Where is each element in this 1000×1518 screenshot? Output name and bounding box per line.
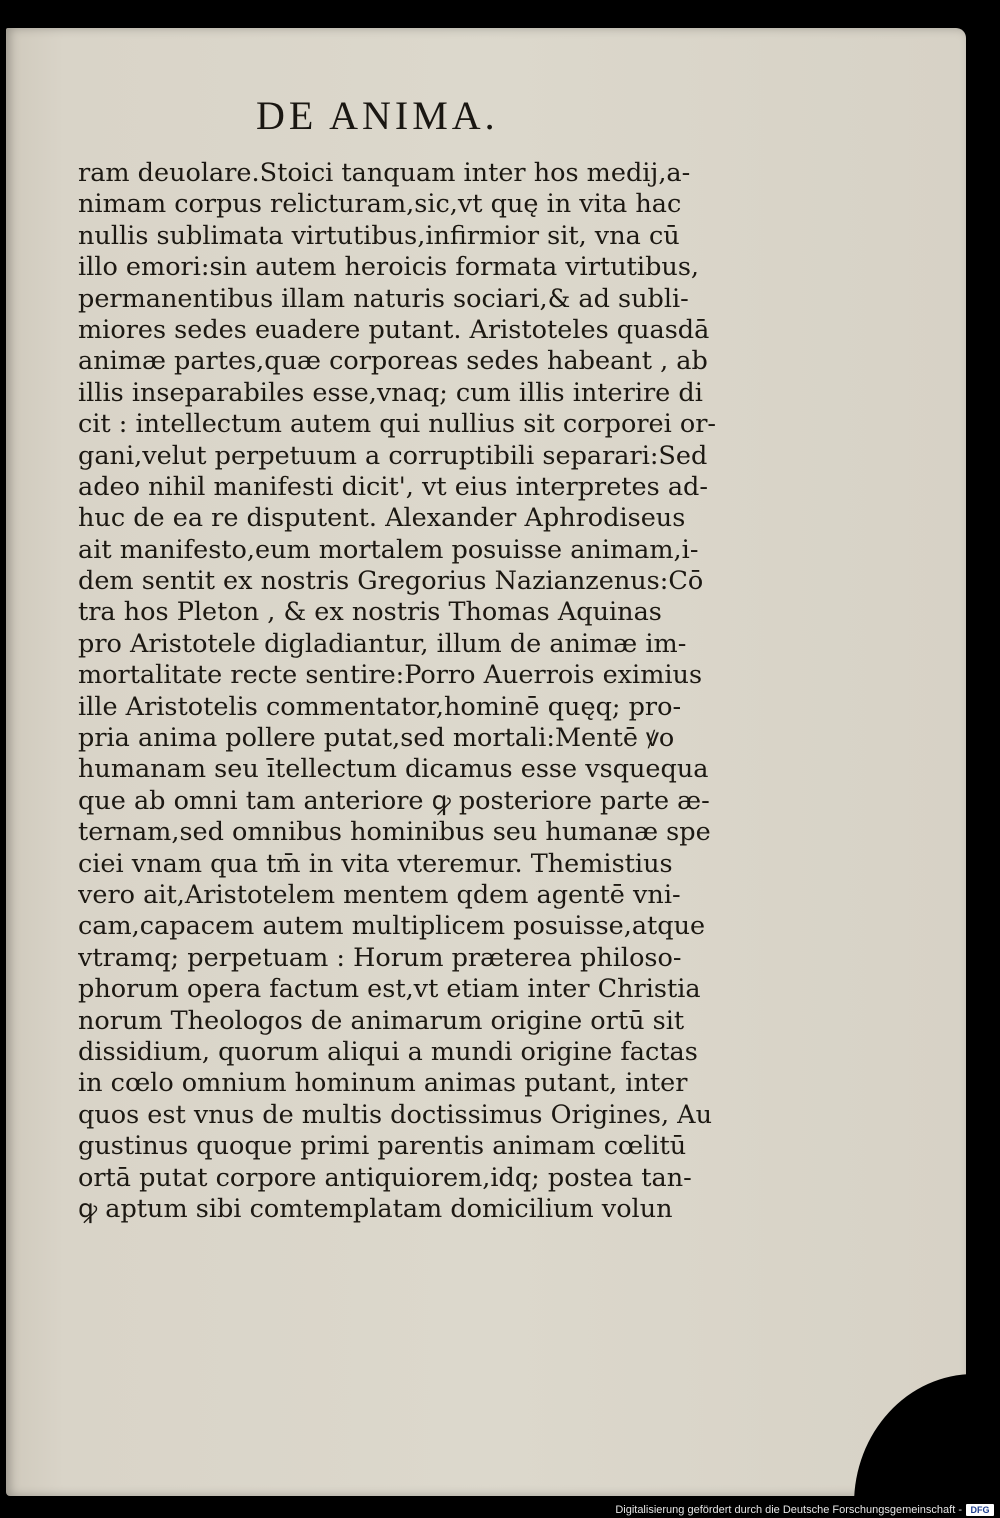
text-line: que ab omni tam anteriore ꝙ posteriore parte æ- (78, 785, 710, 816)
text-line: ram deuolare.Stoici tanquam inter hos medij,a- (78, 158, 691, 188)
text-line: mortalitate recte sentire:Porro Auerrois eximius (78, 660, 703, 691)
text-line: animæ partes,quæ corporeas sedes habeant , ab (78, 346, 708, 377)
text-line: ꝙ aptum sibi comtemplatam domicilium volun (78, 1193, 673, 1224)
text-line: nimam corpus relicturam,sic,vt quę in vita hac (78, 189, 682, 220)
text-line: cam,capacem autem multiplicem posuisse,atque (78, 911, 706, 942)
book-page (6, 28, 966, 1496)
text-line: illo emori:sin autem heroicis formata virtutibus, (78, 252, 700, 283)
text-line: ternam,sed omnibus hominibus seu humanæ spe (78, 817, 711, 848)
text-line: phorum opera factum est,vt etiam inter Christia (78, 974, 701, 1005)
digitization-credit: Digitalisierung gefördert durch die Deutsche Forschungsgemeinschaft - (615, 1504, 962, 1516)
text-line: huc de ea re disputent. Alexander Aphrodiseus (78, 503, 686, 534)
text-line: cit : intellectum autem qui nullius sit corporei or- (78, 409, 717, 440)
text-line: quos est vnus de multis doctissimus Origines, Au (78, 1099, 713, 1130)
text-line: ortā putat corpore antiquiorem,idq; postea tan- (78, 1162, 692, 1193)
text-line: dissidium, quorum aliqui a mundi origine factas (78, 1036, 698, 1067)
text-line: illis inseparabiles esse,vnaq; cum illis interire di (78, 377, 703, 408)
text-line: norum Theologos de animarum origine ortū sit (78, 1005, 685, 1036)
text-line: pria anima pollere putat,sed mortali:Mentē ꝟo (78, 723, 675, 754)
text-line: in cœlo omnium hominum animas putant, inter (78, 1068, 688, 1099)
text-line: ille Aristotelis commentator,hominē quęq; pro- (78, 691, 682, 722)
text-line: vtramq; perpetuam : Horum præterea philoso- (78, 942, 682, 973)
text-line: miores sedes euadere putant. Aristoteles quasdā (78, 314, 710, 345)
text-line: vero ait,Aristotelem mentem qdem agentē vni- (78, 879, 681, 910)
text-line: ciei vnam qua tm̄ in vita vteremur. Themistius (78, 848, 673, 879)
text-line: nullis sublimata virtutibus,infirmior sit, vna cū (78, 220, 680, 251)
text-line: tra hos Pleton , & ex nostris Thomas Aquinas (78, 597, 662, 628)
dfg-logo: DFG (966, 1504, 994, 1516)
text-line: ait manifesto,eum mortalem posuisse animam,i- (78, 534, 699, 565)
text-block (78, 158, 718, 1225)
text-line: gani,velut perpetuum a corruptibili separari:Sed (78, 440, 708, 471)
text-line: pro Aristotele digladiantur, illum de animæ im- (78, 628, 687, 659)
text-line: gustinus quoque primi parentis animam cœlitū (78, 1131, 687, 1162)
text-line: dem sentit ex nostris Gregorius Nazianzenus:Cō (78, 566, 704, 597)
running-head: DE ANIMA. (256, 93, 499, 138)
text-line: permanentibus illam naturis sociari,& ad subli- (78, 283, 689, 314)
text-line: adeo nihil manifesti dicit', vt eius interpretes ad- (78, 471, 708, 502)
text-line: humanam seu ītellectum dicamus esse vsquequa (78, 754, 709, 785)
